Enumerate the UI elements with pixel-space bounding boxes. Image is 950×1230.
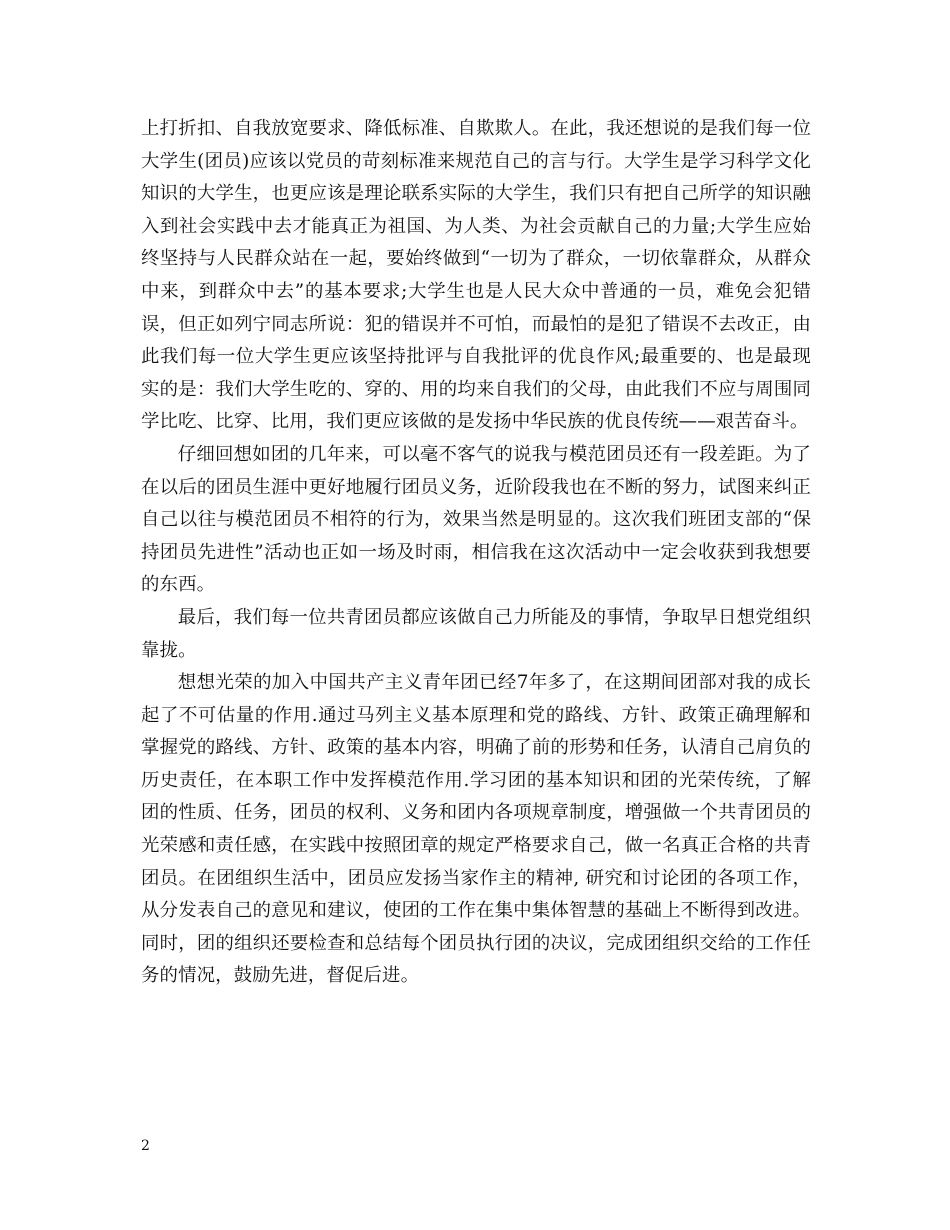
paragraph-reflection: 仔细回想如团的几年来，可以毫不客气的说我与模范团员还有一段差距。为了在以后的团员生涯中更好地履行团员义务，近阶段我也在不断的努力，试图来纠正自己以往与模范团员不相符的行为，效果当然是明显的。这次我们班团支部的“保持团员先进性”活动也正如一场及时雨，相信我在这次活动中一定会收获到我想要的东西。 <box>141 443 811 596</box>
document-body <box>141 113 811 993</box>
page-number: 2 <box>141 1138 150 1154</box>
paragraph-league-membership: 想想光荣的加入中国共产主义青年团已经7年多了，在这期间团部对我的成长起了不可估量的作用.通过马列主义基本原理和党的路线、方针、政策正确理解和掌握党的路线、方针、政策的基本内容，明确了前的形势和任务，认清自己肩负的历史责任，在本职工作中发挥模范作用.学习团的基本知识和团的光荣传统，了解团的性质、任务，团员的权利、义务和团内各项规章制度，增强做一个共青团员的光荣感和责任感，在实践中按照团章的规定严格要求自己，做一名真正合格的共青团员。在团组织生活中，团员应发扬当家作主的精神, 研究和讨论团的各项工作，从分发表自己的意见和建议，使团的工作在集中集体智慧的基础上不断得到改进。同时，团的组织还要检查和总结每个团员执行团的决议，完成团组织交给的工作任务的情况，鼓励先进，督促后进。 <box>141 672 811 987</box>
paragraph-conclusion: 最后，我们每一位共青团员都应该做自己力所能及的事情，争取早日想党组织靠拢。 <box>141 606 811 661</box>
paragraph-continuation: 上打折扣、自我放宽要求、降低标准、自欺欺人。在此，我还想说的是我们每一位大学生(团员)应该以党员的苛刻标准来规范自己的言与行。大学生是学习科学文化知识的大学生，也更应该是理论联系实际的大学生，我们只有把自己所学的知识融入到社会实践中去才能真正为祖国、为人类、为社会贡献自己的力量;大学生应始终坚持与人民群众站在一起，要始终做到“一切为了群众，一切依靠群众，从群众中来，到群众中去”的基本要求;大学生也是人民大众中普通的一员，难免会犯错误，但正如列宁同志所说：犯的错误并不可怕，而最怕的是犯了错误不去改正，由此我们每一位大学生更应该坚持批评与自我批评的优良作风;最重要的、也是最现实的是：我们大学生吃的、穿的、用的均来自我们的父母，由此我们不应与周围同学比吃、比穿、比用，我们更应该做的是发扬中华民族的优良传统——艰苦奋斗。 <box>141 118 811 433</box>
